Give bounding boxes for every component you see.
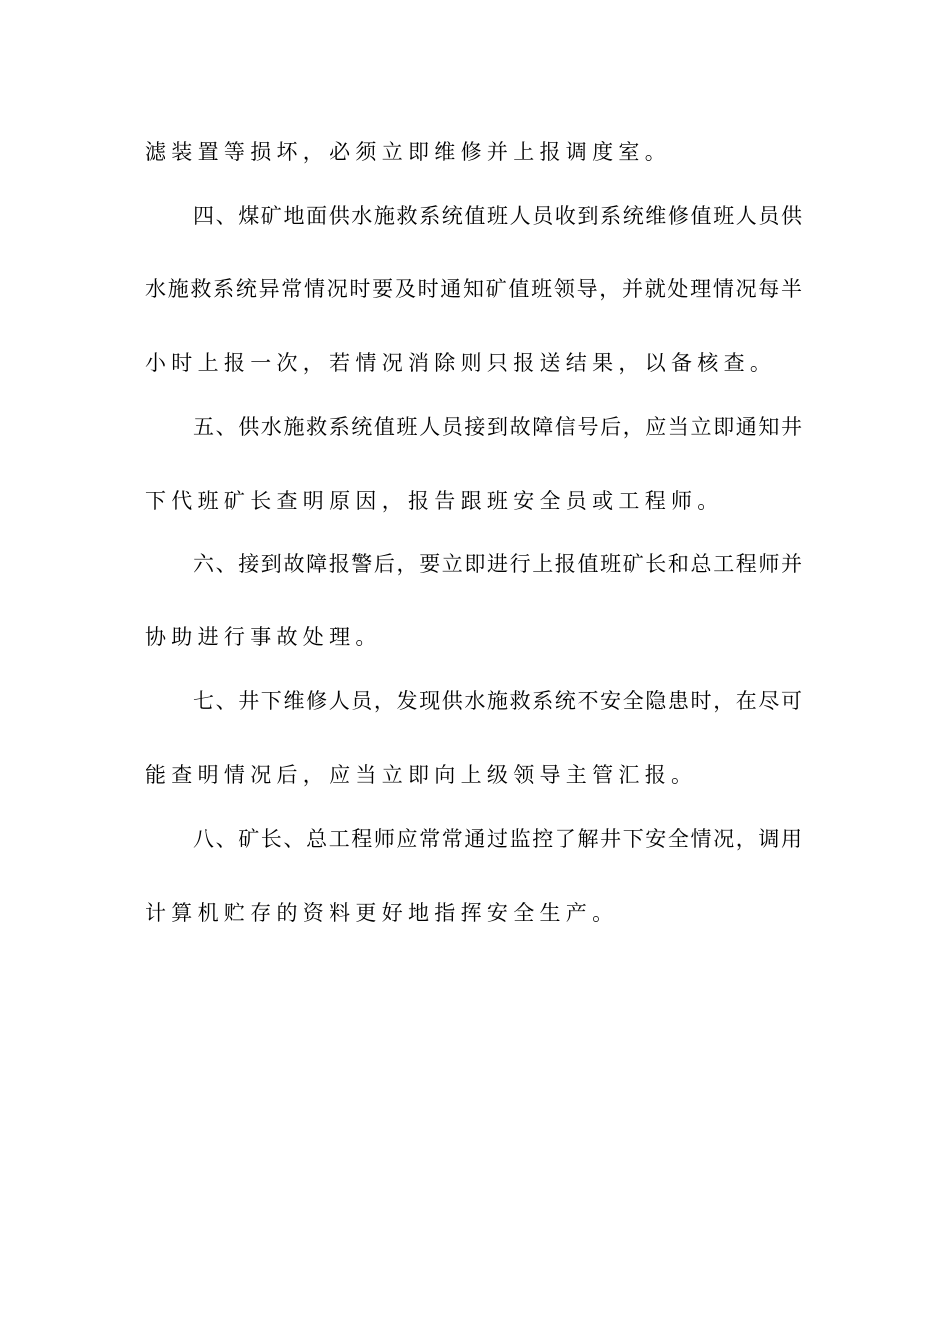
text-line: 六 、 接 到 故 障 报 警 后 ， 要 立 即 进 行 上 报 值 班 矿 长 和 总 工 程 师 并 [193,552,802,576]
text-line: 八 、 矿 长 、 总 工 程 师 应 常 常 通 过 监 控 了 解 井 下 安 全 情 况 ， 调 用 [193,827,802,851]
text-line: 滤 装 置 等 损 坏 ， 必 须 立 即 维 修 并 上 报 调 度 室 。 [145,140,666,164]
text-line: 计 算 机 贮 存 的 资 料 更 好 地 指 挥 安 全 生 产 。 [145,901,614,925]
text-line: 七 、 井 下 维 修 人 员 ， 发 现 供 水 施 救 系 统 不 安 全 隐 患 时 ， 在 尽 可 [193,689,802,713]
text-line: 能 查 明 情 况 后 ， 应 当 立 即 向 上 级 领 导 主 管 汇 报 。 [145,763,692,787]
text-line: 五 、 供 水 施 救 系 统 值 班 人 员 接 到 故 障 信 号 后 ， 应 当 立 即 通 知 井 [193,415,802,439]
text-line: 协 助 进 行 事 故 处 理 。 [145,625,377,649]
text-line: 四 、 煤 矿 地 面 供 水 施 救 系 统 值 班 人 员 收 到 系 统 维 修 值 班 人 员 供 [193,204,802,228]
text-line: 下 代 班 矿 长 查 明 原 因 ， 报 告 跟 班 安 全 员 或 工 程 师 。 [145,489,719,513]
text-line: 水 施 救 系 统 异 常 情 况 时 要 及 时 通 知 矿 值 班 领 导 ， 并 就 处 理 情 况 每 半 [145,277,802,301]
text-line: 小 时 上 报 一 次 ， 若 情 况 消 除 则 只 报 送 结 果 ， 以 备 核 查 。 [145,351,771,375]
